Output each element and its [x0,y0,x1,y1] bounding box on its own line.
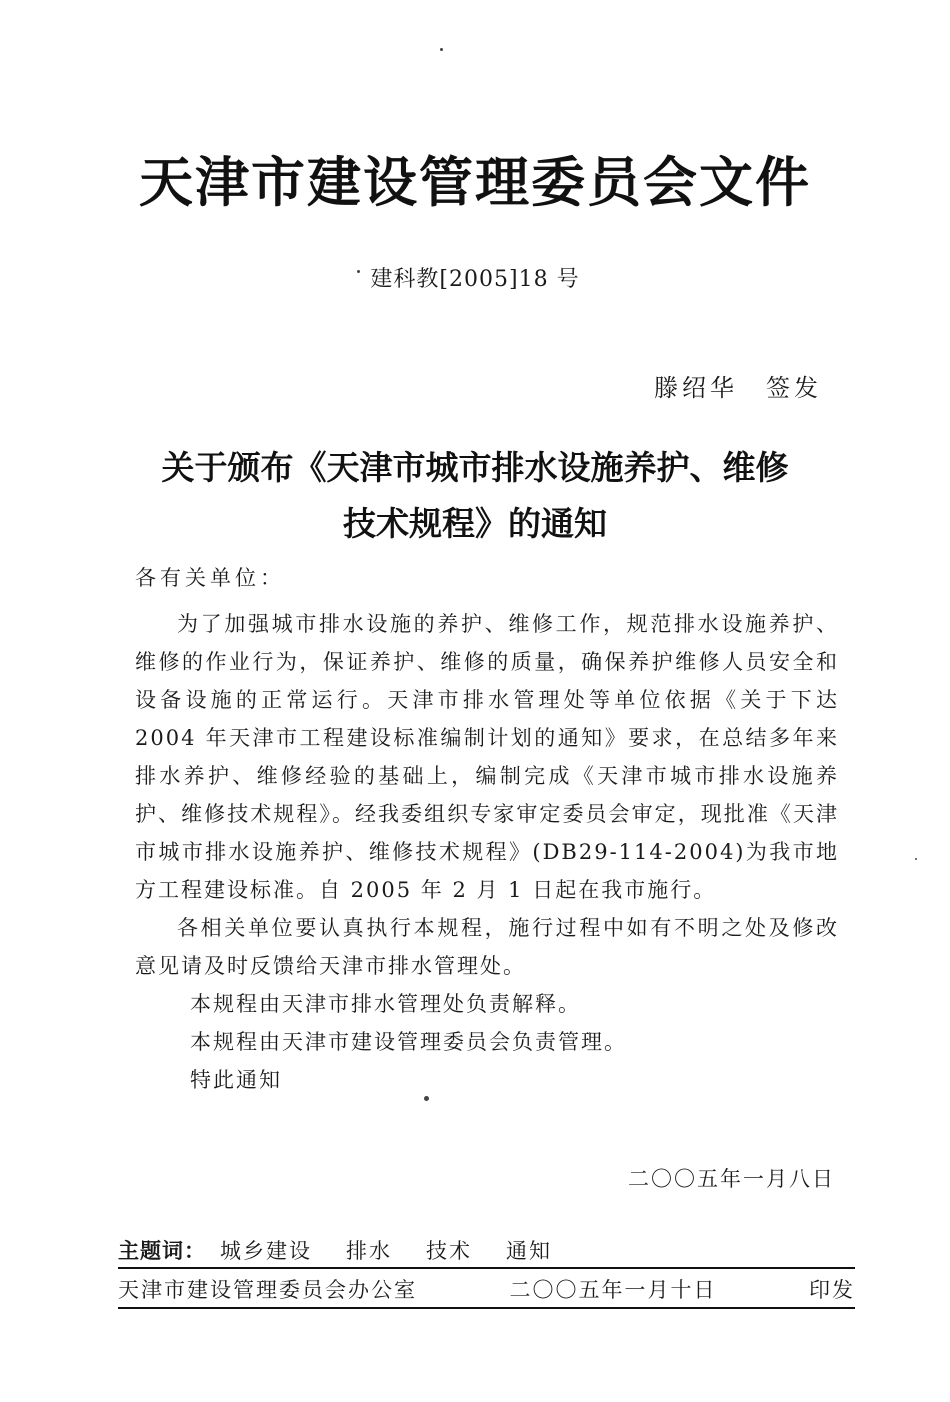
document-header: 天津市建设管理委员会文件 [139,151,811,214]
body-line-management: 本规程由天津市建设管理委员会负责管理。 [190,1030,627,1054]
scan-speck [424,1096,429,1101]
footer-action: 印发 [809,1278,855,1302]
signer: 滕绍华 签发 [654,374,822,402]
body-line-interpretation: 本规程由天津市排水管理处负责解释。 [190,992,581,1016]
footer-top-rule [118,1267,855,1269]
notice-title-line-2: 技术规程》的通知 [343,504,607,543]
footer-office: 天津市建设管理委员会办公室 [118,1278,417,1302]
footer-print-date: 二〇〇五年一月十日 [509,1278,717,1302]
body-paragraph-2: 各相关单位要认真执行本规程，施行过程中如有不明之处及修改意见请及时反馈给天津市排水管理处。 [135,916,839,978]
scan-speck [915,858,917,860]
keyword: 技术 [426,1239,472,1263]
issue-date: 二〇〇五年一月八日 [628,1167,835,1191]
notice-title-line-1: 关于颁布《天津市城市排水设施养护、维修 [161,448,789,487]
body-line-closing: 特此通知 [190,1068,282,1092]
keyword: 城乡建设 [220,1239,312,1263]
salutation: 各有关单位： [135,566,285,590]
document-number: 建科教[2005]18 号 [370,267,580,292]
keyword: 通知 [506,1239,552,1263]
body-paragraph-1: 为了加强城市排水设施的养护、维修工作，规范排水设施养护、维修的作业行为，保证养护、维修的质量，确保养护维修人员安全和设备设施的正常运行。天津市排水管理处等单位依据《关于下达 2004 年天津市工程建设标准编制计划的通知》要求，在总结多年来排水养护、维修经验的基础上，编制完成《天津市城市排水设施养护、维修技术规程》。经我委组织专家审定委员会审定，现批准《天津市城市排水设施养护、维修技术规程》(DB29-114-2004)为我市地方工程建设标准。自 2005 年 2 月 1 日起在我市施行。 [135,612,839,902]
footer-bottom-rule [118,1307,855,1309]
notice-title [0,440,950,552]
keyword: 排水 [346,1239,392,1263]
keywords-row [118,1235,586,1265]
scan-speck [357,270,360,273]
notice-body [135,605,839,1099]
scan-speck [440,48,443,51]
print-footer [118,1274,855,1304]
keywords-label: 主题词： [118,1239,206,1263]
